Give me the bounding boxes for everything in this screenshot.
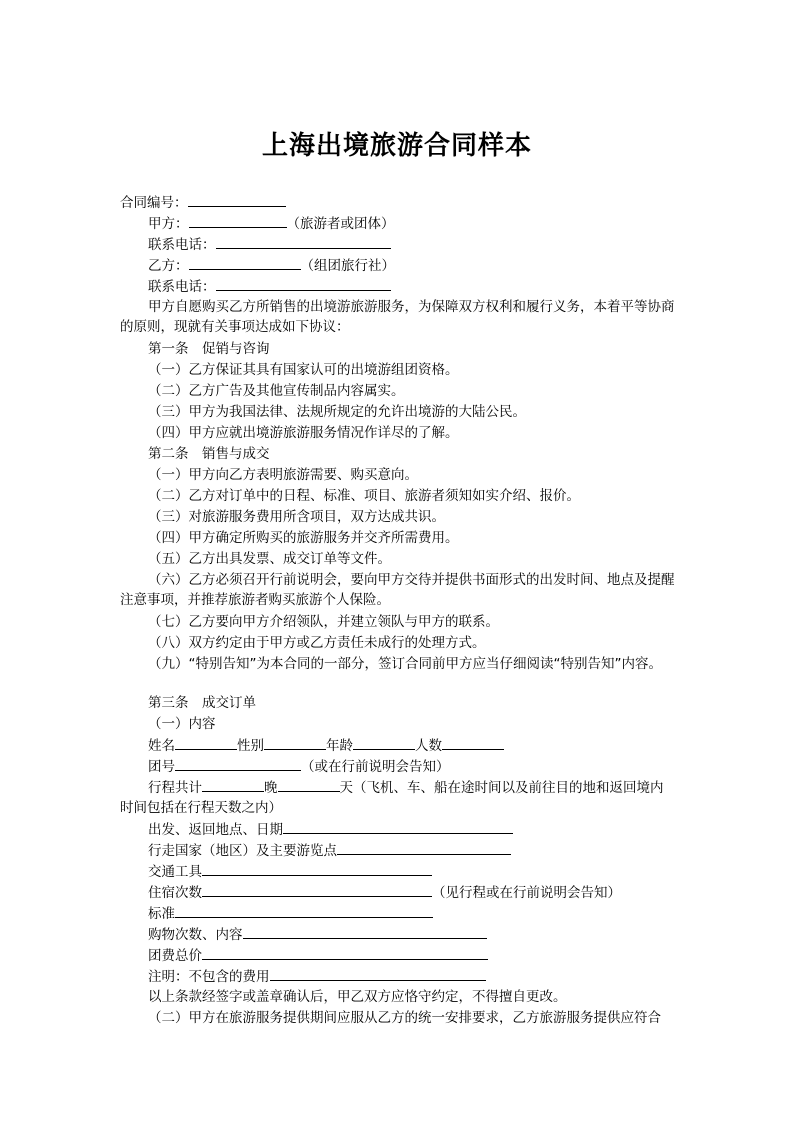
departure-blank (283, 819, 513, 834)
shopping-label: 购物次数、内容 (148, 927, 243, 943)
excluded-fee-blank (270, 966, 486, 981)
departure-line (148, 819, 513, 840)
article-1-item: （四）甲方应就出境游旅游服务情况作详尽的了解。 (148, 425, 459, 441)
article-1-item: （二）乙方广告及其他宣传制品内容属实。 (148, 383, 405, 399)
contract-number-line (120, 192, 286, 213)
article-2-heading: 第二条 销售与成交 (148, 446, 270, 462)
departure-label: 出发、返回地点、日期 (148, 822, 283, 838)
party-a-label: 甲方： (148, 216, 189, 232)
article-3-sub-2: （二）甲方在旅游服务提供期间应服从乙方的统一安排要求，乙方旅游服务提供应符合 (148, 1010, 661, 1026)
nights-blank (202, 777, 264, 792)
shopping-line (148, 924, 487, 945)
article-2-item-7: （七）乙方要向甲方介绍领队，并建立领队与甲方的联系。 (148, 614, 499, 630)
total-fee-label: 团费总价 (148, 948, 202, 964)
phone-b-line (148, 276, 391, 297)
confirmation-text: 以上条款经签字或盖章确认后，甲乙双方应恪守约定，不得擅自更改。 (148, 989, 567, 1005)
transport-label: 交通工具 (148, 864, 202, 880)
age-label: 年龄 (326, 738, 353, 754)
standard-blank (175, 903, 433, 918)
trip-duration-paragraph (120, 777, 675, 818)
article-2-item: （五）乙方出具发票、成交订单等文件。 (148, 551, 391, 567)
article-3-sub-1: （一）内容 (148, 716, 216, 732)
article-2-item-8: （八）双方约定由于甲方或乙方责任未成行的处理方式。 (148, 635, 486, 651)
group-number-label: 团号 (148, 759, 175, 775)
article-1-item: （三）甲方为我国法律、法规所规定的允许出境游的大陆公民。 (148, 404, 526, 420)
article-2-item-6: （六）乙方必须召开行前说明会，要向甲方交待并提供书面形式的出发时间、地点及提醒注意事项，并推荐旅游者购买旅游个人保险。 (120, 572, 675, 608)
party-b-line (148, 255, 395, 276)
traveler-info-line (148, 735, 504, 756)
group-number-note: （或在行前说明会告知） (301, 759, 450, 775)
total-fee-line (148, 945, 488, 966)
group-number-line (148, 756, 450, 777)
name-blank (175, 735, 237, 750)
standard-label: 标准 (148, 906, 175, 922)
countries-line (148, 840, 511, 861)
group-number-blank (175, 756, 301, 771)
phone-b-blank (216, 276, 391, 291)
phone-a-blank (216, 234, 391, 249)
transport-line (148, 861, 432, 882)
contract-number-label: 合同编号： (120, 195, 188, 211)
contract-number-blank (188, 192, 286, 207)
gender-label: 性别 (237, 738, 264, 754)
lodging-blank (202, 882, 432, 897)
article-3-heading: 第三条 成交订单 (148, 695, 256, 711)
article-2-item-9: （九）“特别告知”为本合同的一部分，签订合同前甲方应当仔细阅读“特别告知”内容。 (148, 656, 662, 672)
article-1-heading: 第一条 促销与咨询 (148, 341, 270, 357)
phone-a-line (148, 234, 391, 255)
name-label: 姓名 (148, 738, 175, 754)
people-label: 人数 (415, 738, 442, 754)
countries-label: 行走国家（地区）及主要游览点 (148, 843, 337, 859)
countries-blank (337, 840, 511, 855)
party-a-line (148, 213, 395, 234)
article-2-item: （四）甲方确定所购买的旅游服务并交齐所需费用。 (148, 530, 459, 546)
article-2-item: （一）甲方向乙方表明旅游需要、购买意向。 (148, 467, 418, 483)
excluded-fee-label: 注明：不包含的费用 (148, 969, 270, 985)
people-blank (442, 735, 504, 750)
party-b-blank (189, 255, 301, 270)
lodging-label: 住宿次数 (148, 885, 202, 901)
phone-b-label: 联系电话： (148, 279, 216, 295)
transport-blank (202, 861, 432, 876)
day-note: 天（飞机、车、船在途时间以及前往目的地和返回境内时间包括在行程天数之内） (120, 780, 664, 816)
trip-total-label: 行程共计 (148, 780, 202, 796)
days-blank (278, 777, 340, 792)
party-b-note: （组团旅行社） (300, 258, 395, 274)
gender-blank (264, 735, 326, 750)
party-a-blank (189, 213, 287, 228)
phone-a-label: 联系电话： (148, 237, 216, 253)
article-2-item: （二）乙方对订单中的日程、标准、项目、旅游者须知如实介绍、报价。 (148, 488, 580, 504)
standard-line (148, 903, 433, 924)
lodging-note: （见行程或在行前说明会告知） (432, 885, 621, 901)
intro-paragraph: 甲方自愿购买乙方所销售的出境游旅游服务，为保障双方权利和履行义务，本着平等协商的原则，现就有关事项达成如下协议： (120, 299, 675, 335)
lodging-line (148, 882, 621, 903)
age-blank (353, 735, 415, 750)
article-2-item: （三）对旅游服务费用所含项目，双方达成共识。 (148, 509, 445, 525)
total-fee-blank (202, 945, 488, 960)
party-b-label: 乙方： (148, 258, 189, 274)
party-a-note: （旅游者或团体） (286, 216, 395, 232)
night-label: 晚 (264, 780, 278, 796)
article-1-item: （一）乙方保证其具有国家认可的出境游组团资格。 (148, 362, 459, 378)
document-title: 上海出境旅游合同样本 (261, 131, 532, 161)
shopping-blank (243, 924, 487, 939)
excluded-fee-line (148, 966, 486, 987)
